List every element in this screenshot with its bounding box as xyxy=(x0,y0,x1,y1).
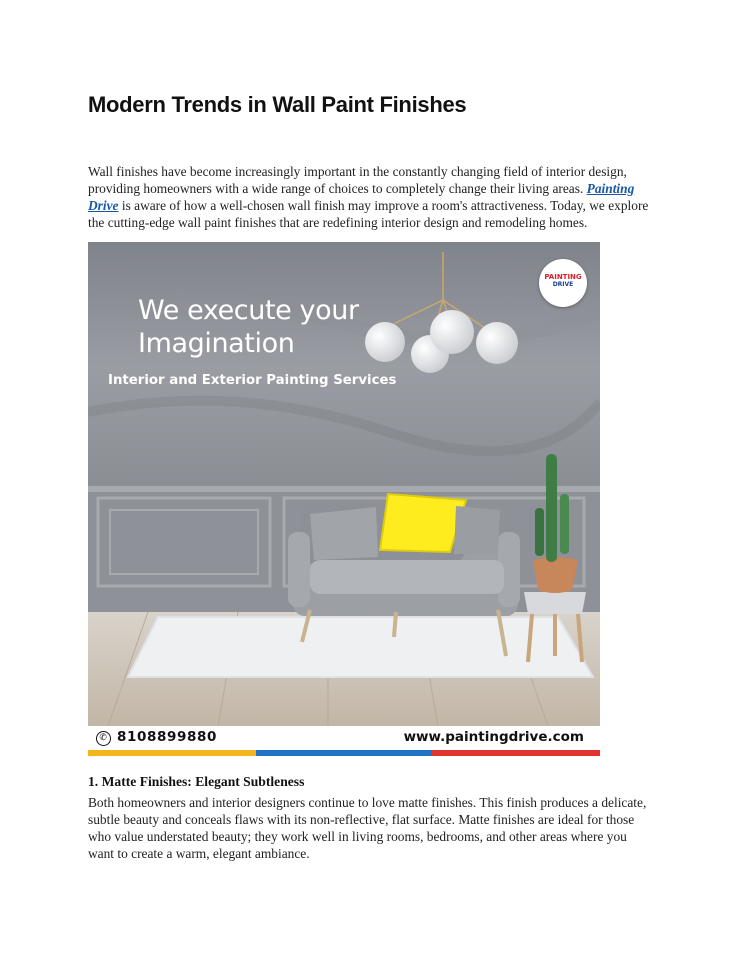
phone-number: 8108899880 xyxy=(117,729,217,745)
phone-icon: ✆ xyxy=(96,731,111,746)
logo-text-drive: DRIVE xyxy=(552,281,574,288)
intro-paragraph xyxy=(88,163,650,231)
banner-contact-bar xyxy=(88,726,600,750)
banner-subheadline: Interior and Exterior Painting Services xyxy=(108,373,397,388)
color-stripe-yellow xyxy=(88,750,256,756)
intro-text-start: Wall finishes have become increasingly important in the constantly changing field of interior design, providing homeowners with a wide range of choices to completely change their living areas. xyxy=(88,164,627,196)
color-stripe-blue xyxy=(256,750,432,756)
color-stripe-red xyxy=(432,750,600,756)
section-heading-matte-finishes: 1. Matte Finishes: Elegant Subtleness xyxy=(88,774,305,789)
banner-headline-line2: Imagination xyxy=(138,328,295,359)
painting-drive-logo xyxy=(539,259,587,307)
banner-headline xyxy=(138,294,359,360)
section-body-matte-finishes: Both homeowners and interior designers continue to love matte finishes. This finish produces a delicate, subtle beauty and conceals flaws with its non-reflective, flat surface. Matte finishes are ideal for those who value understated beauty; they work well in living rooms, bedrooms, and other areas where you want to create a warm, elegant ambiance. xyxy=(88,795,647,861)
page-title: Modern Trends in Wall Paint Finishes xyxy=(88,92,467,117)
banner-headline-line1: We execute your xyxy=(138,295,359,326)
intro-text-end: is aware of how a well-chosen wall finish may improve a room's attractiveness. Today, we explore the cutting-edge wall paint finishes that are redefining interior design and remodeling homes. xyxy=(88,198,649,230)
logo-text-painting: PAINTING xyxy=(544,273,582,281)
banner-phone xyxy=(96,729,217,746)
banner-website: www.paintingdrive.com xyxy=(403,729,584,745)
painting-drive-link[interactable]: Painting Drive xyxy=(88,181,635,213)
promo-banner-image xyxy=(88,242,600,756)
